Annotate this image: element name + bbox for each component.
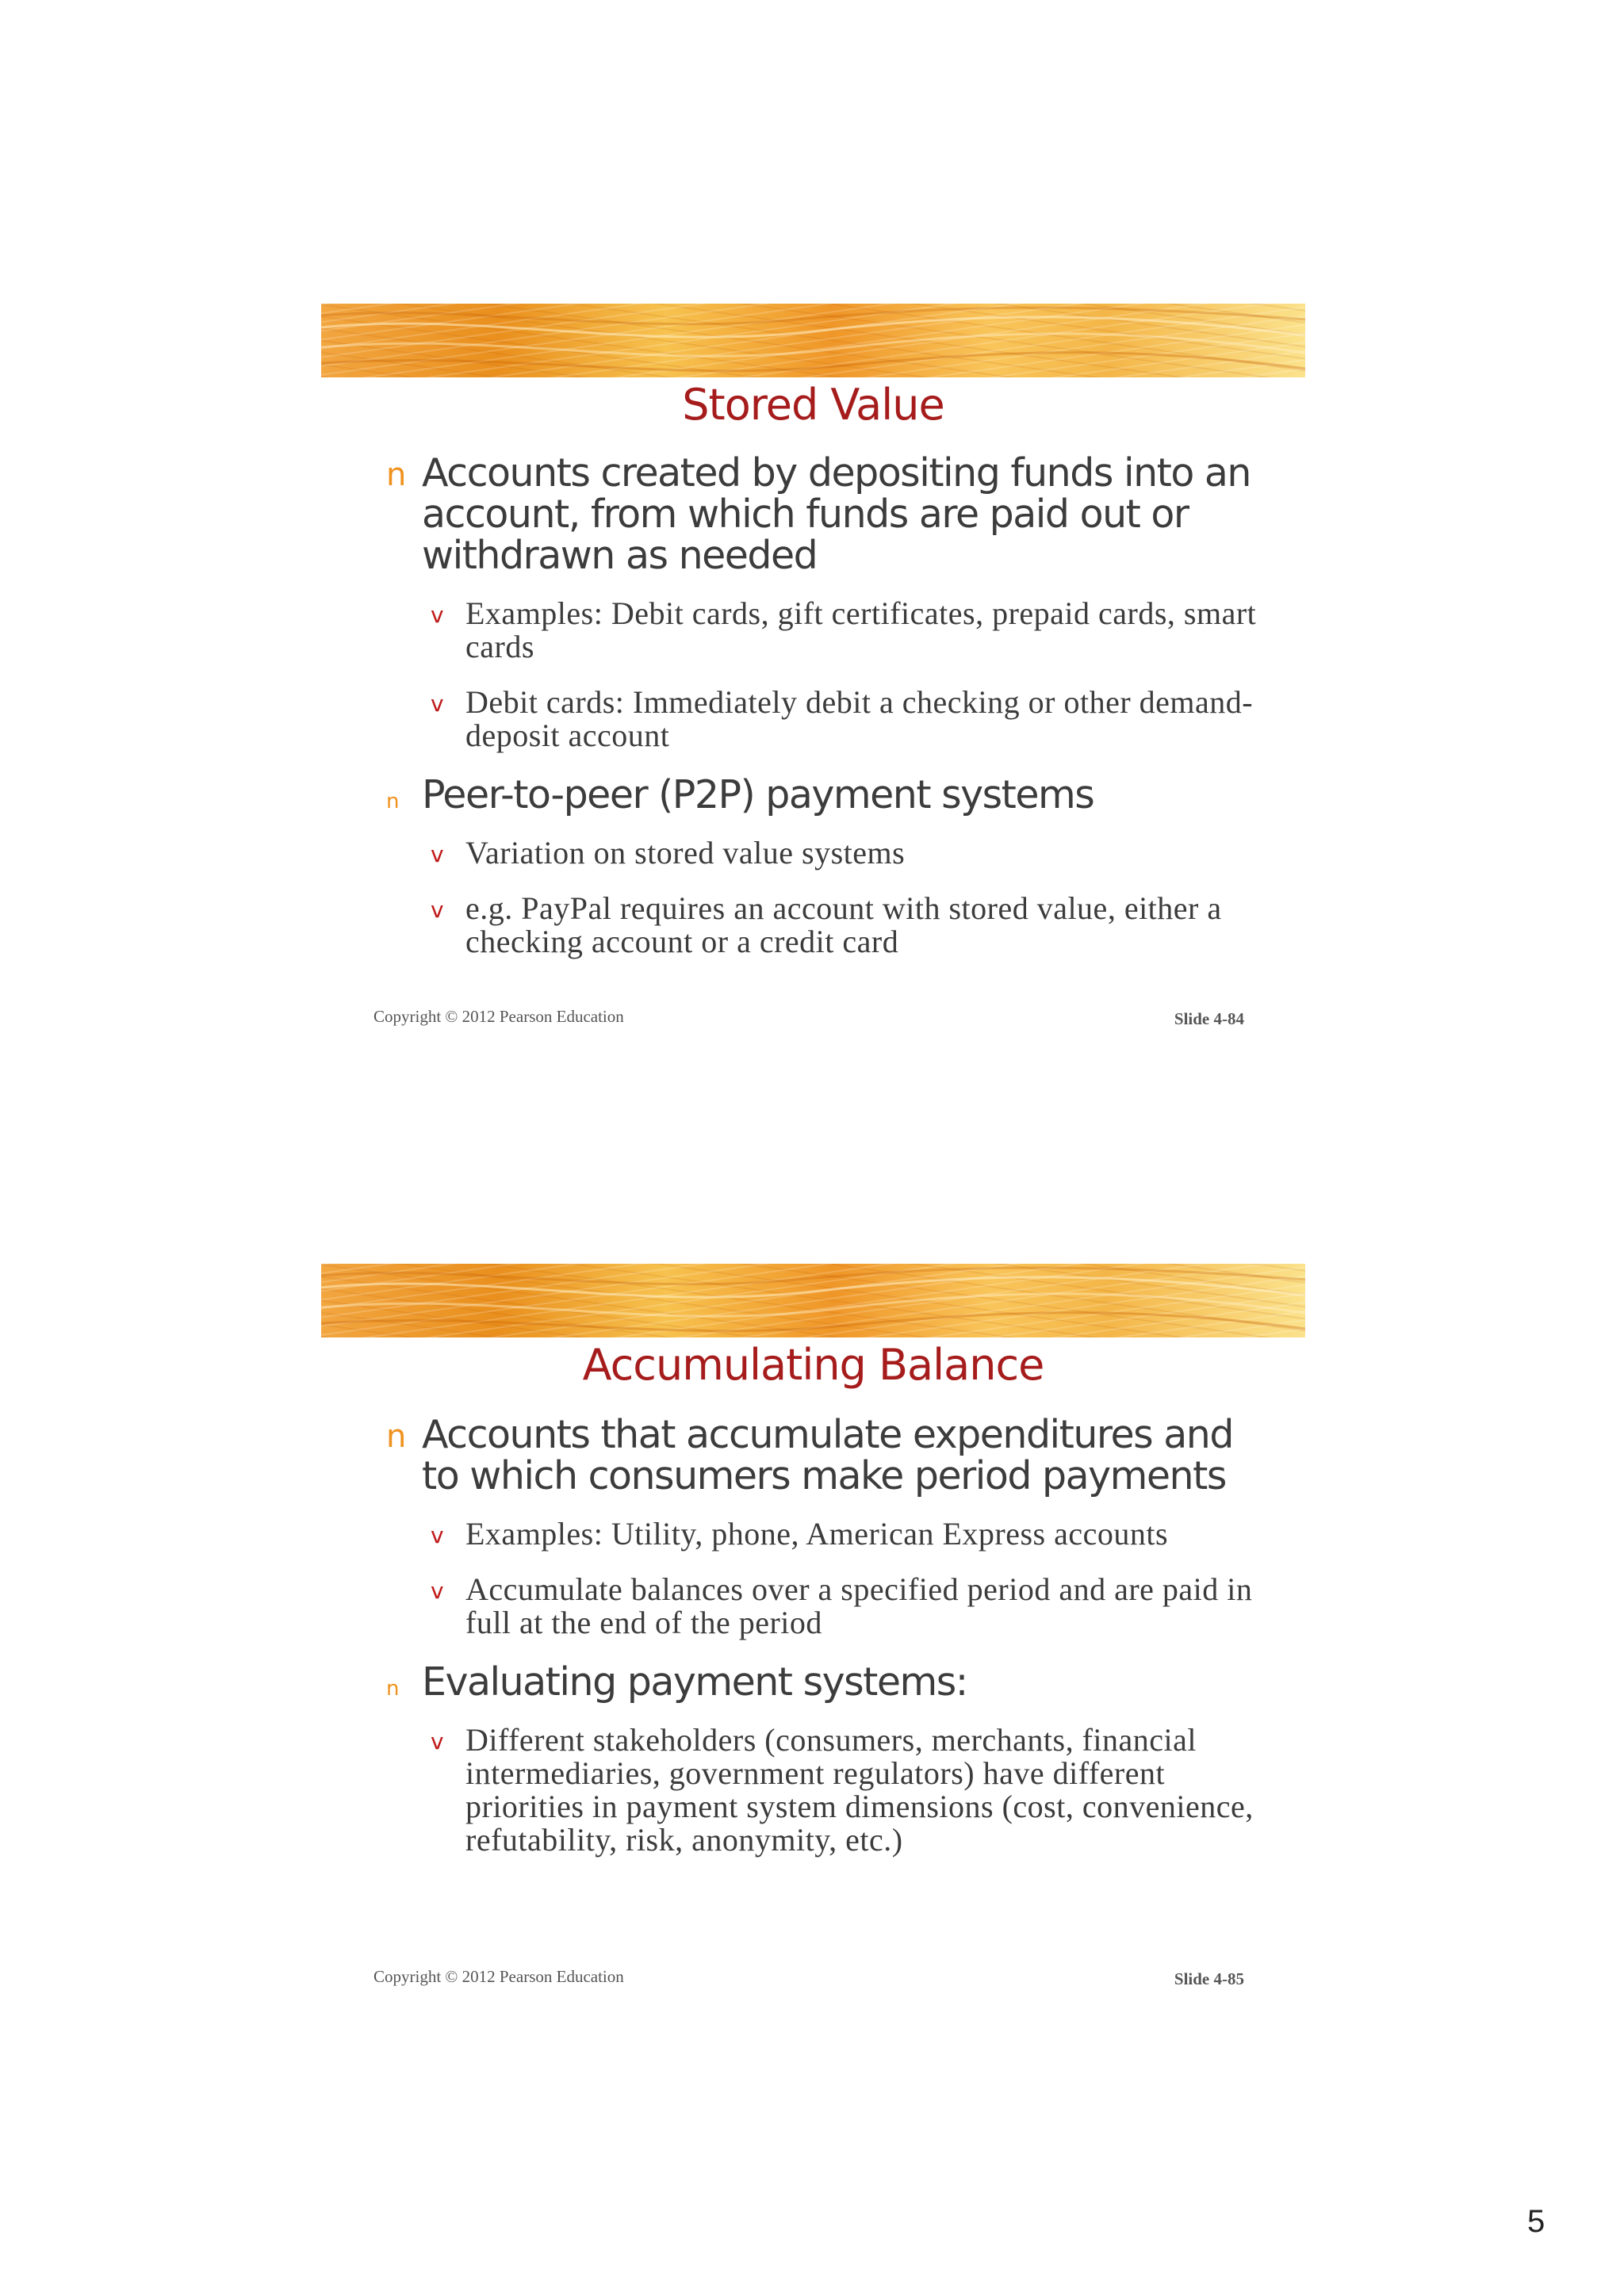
- slide-number-label: Slide 4-84: [1174, 1009, 1244, 1028]
- bullet-level1: [377, 1414, 1258, 1497]
- bullet-level2: [377, 597, 1258, 664]
- bullet-marker: n: [386, 790, 400, 813]
- bullet-text: Debit cards: Immediately debit a checking or other demand-deposit account: [465, 684, 1254, 753]
- bullet-marker: v: [431, 1522, 445, 1548]
- slide-4-85: [321, 1264, 1305, 2009]
- bullet-level2: [377, 892, 1258, 959]
- copyright-notice: Copyright © 2012 Pearson Education: [373, 1007, 624, 1026]
- bullet-text: Examples: Debit cards, gift certificates, prepaid cards, smart cards: [465, 595, 1257, 664]
- banner-wave-pattern: [321, 1264, 1305, 1337]
- bullet-marker: v: [431, 897, 445, 923]
- bullet-text: Evaluating payment systems:: [422, 1659, 967, 1705]
- bullet-marker: v: [431, 1728, 445, 1755]
- slide-content: [377, 450, 1258, 981]
- bullet-level2: [377, 836, 1258, 870]
- slide-number-label: Slide 4-85: [1174, 1969, 1244, 1988]
- slide-title: Stored Value: [682, 380, 944, 430]
- bullet-level2: [377, 1517, 1258, 1551]
- slide-title: Accumulating Balance: [582, 1340, 1044, 1390]
- copyright-notice: Copyright © 2012 Pearson Education: [373, 1967, 624, 1986]
- bullet-marker: v: [431, 841, 445, 867]
- bullet-text: Accounts that accumulate expenditures and to which consumers make period payments: [422, 1412, 1233, 1498]
- bullet-marker: v: [431, 602, 445, 628]
- bullet-marker: v: [431, 691, 445, 717]
- bullet-text: Examples: Utility, phone, American Express accounts: [465, 1516, 1169, 1552]
- slide-header-banner: [321, 304, 1305, 377]
- bullet-level1: [377, 1659, 1258, 1705]
- bullet-marker: n: [386, 457, 407, 493]
- bullet-text: e.g. PayPal requires an account with stored value, either a checking account or a credit card: [465, 890, 1222, 959]
- bullet-text: Accounts created by depositing funds into an account, from which funds are paid out or withdrawn as needed: [422, 450, 1251, 578]
- slide-content: [377, 1414, 1258, 1879]
- page-number: 5: [1527, 2204, 1545, 2239]
- bullet-marker: v: [431, 1578, 445, 1604]
- bullet-level1: [377, 772, 1258, 817]
- bullet-text: Peer-to-peer (P2P) payment systems: [422, 772, 1094, 817]
- bullet-text: Accumulate balances over a specified period and are paid in full at the end of the period: [465, 1571, 1253, 1640]
- bullet-level2: [377, 686, 1258, 752]
- slide-4-84: [321, 304, 1305, 1049]
- banner-wave-pattern: [321, 304, 1305, 377]
- bullet-text: Variation on stored value systems: [465, 835, 906, 871]
- bullet-level2: [377, 1724, 1258, 1857]
- bullet-level1: [377, 450, 1258, 578]
- slide-header-banner: [321, 1264, 1305, 1337]
- bullet-marker: n: [386, 1418, 407, 1455]
- bullet-marker: n: [386, 1677, 400, 1701]
- bullet-level2: [377, 1573, 1258, 1640]
- bullet-text: Different stakeholders (consumers, merchants, financial intermediaries, government regulators) have different priorities in payment system dimensions (cost, convenience, refutability, risk, anonymity, etc.): [465, 1722, 1254, 1858]
